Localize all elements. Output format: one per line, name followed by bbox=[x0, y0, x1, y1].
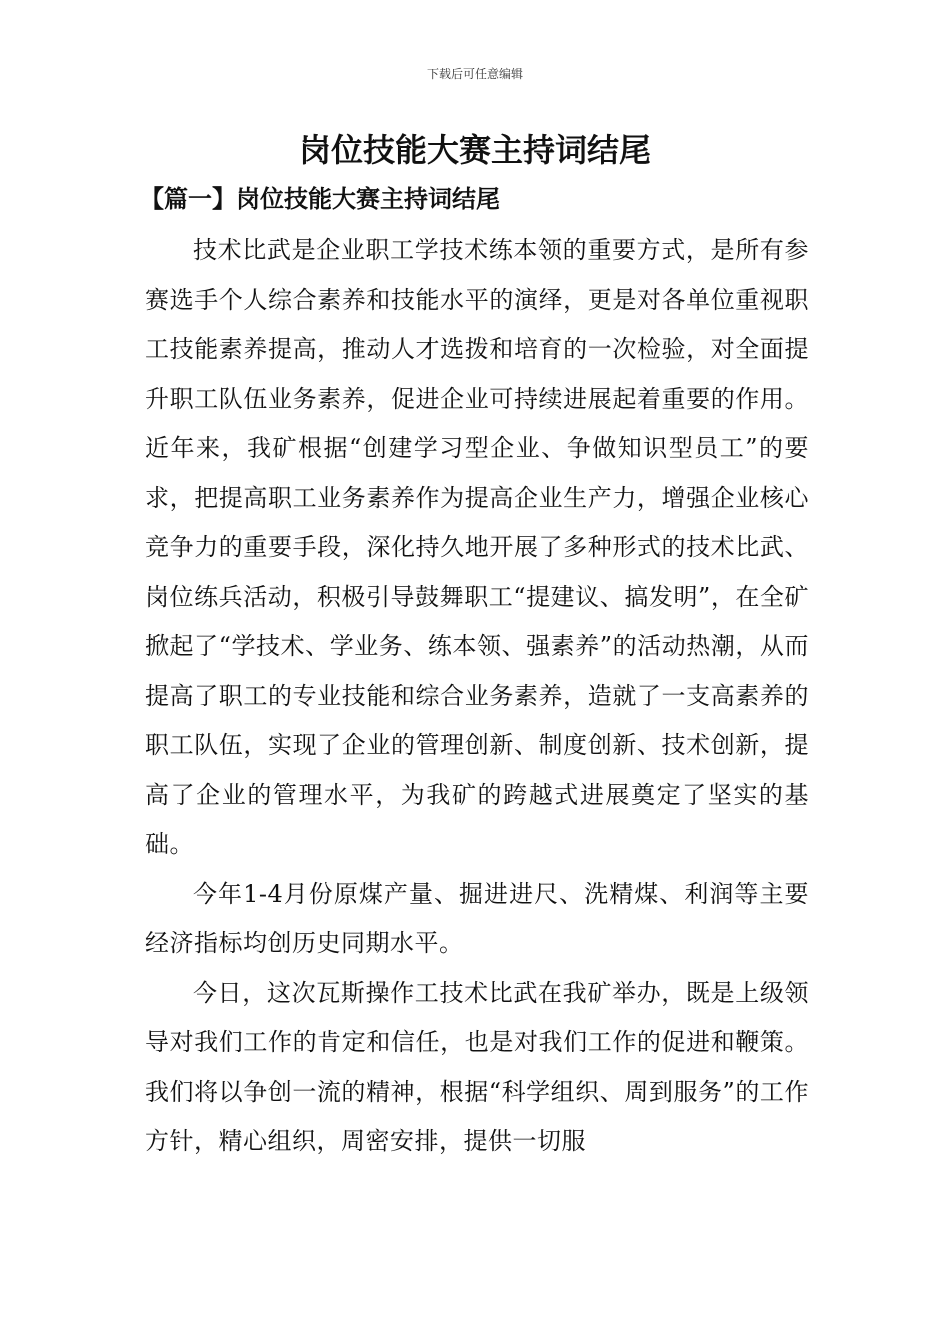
paragraph-1: 技术比武是企业职工学技术练本领的重要方式，是所有参赛选手个人综合素养和技能水平的演绎，更是对各单位重视职工技能素养提高，推动人才选拨和培育的一次检验，对全面提升职工队伍业务素养，促进企业可持续进展起着重要的作用。近年来，我矿根据“创建学习型企业、争做知识型员工”的要求，把提高职工业务素养作为提高企业生产力，增强企业核心竞争力的重要手段，深化持久地开展了多种形式的技术比武、岗位练兵活动，积极引导鼓舞职工“提建议、搞发明”，在全矿掀起了“学技术、学业务、练本领、强素养”的活动热潮，从而提高了职工的专业技能和综合业务素养，造就了一支高素养的职工队伍，实现了企业的管理创新、制度创新、技术创新，提高了企业的管理水平，为我矿的跨越式进展奠定了坚实的基础。 bbox=[145, 236, 809, 858]
document-title: 岗位技能大赛主持词结尾 bbox=[298, 131, 651, 169]
paragraph-3: 今日，这次瓦斯操作工技术比武在我矿举办，既是上级领导对我们工作的肯定和信任，也是对我们工作的促进和鞭策。我们将以争创一流的精神，根据“科学组织、周到服务”的工作方针，精心组织，周密安排，提供一切服 bbox=[145, 978, 809, 1155]
section-heading: 【篇一】岗位技能大赛主持词结尾 bbox=[140, 184, 500, 213]
page-header-note: 下载后可任意编辑 bbox=[426, 67, 523, 81]
paragraph-2: 今年1-4月份原煤产量、掘进进尺、洗精煤、利润等主要经济指标均创历史同期水平。 bbox=[145, 879, 809, 957]
document-body bbox=[145, 226, 809, 1167]
